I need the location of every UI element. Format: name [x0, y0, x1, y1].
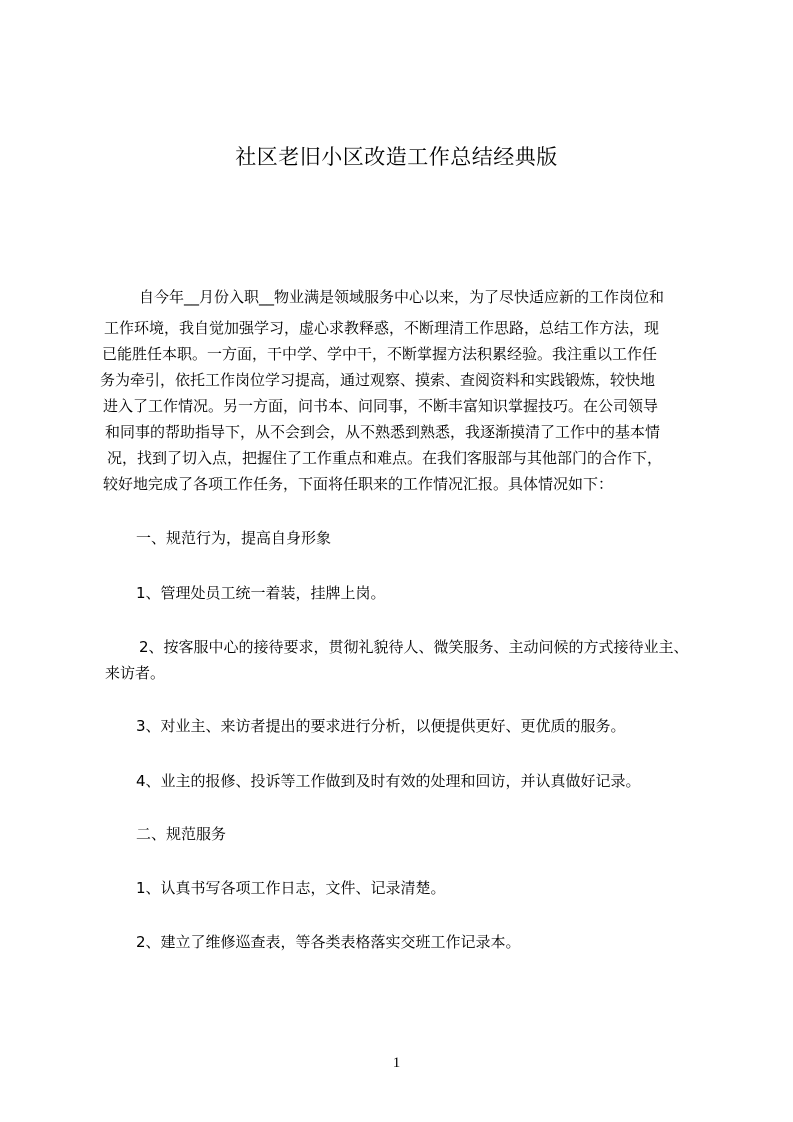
list-item: 2、按客服中心的接待要求，贯彻礼貌待人、微笑服务、主动问候的方式接待业主、 — [139, 638, 689, 656]
intro-line: 务为牵引，依托工作岗位学习提高，通过观察、摸索、查阅资料和实践锻炼，较快地 — [100, 371, 656, 389]
intro-line: 已能胜任本职。一方面，干中学、学中干，不断掌握方法积累经验。我注重以工作任 — [102, 345, 658, 363]
list-item: 4、业主的报修、投诉等工作做到及时有效的处理和回访，并认真做好记录。 — [136, 772, 641, 790]
section-heading-2: 二、规范服务 — [136, 825, 227, 843]
intro-line: 况，找到了切入点，把握住了工作重点和难点。在我们客服部与其他部门的合作下， — [107, 449, 663, 467]
section-heading-1: 一、规范行为，提高自身形象 — [136, 529, 332, 547]
list-item-continuation: 来访者。 — [105, 664, 166, 682]
list-item: 3、对业主、来访者提出的要求进行分析，以便提供更好、更优质的服务。 — [136, 717, 626, 735]
intro-line: 进入了工作情况。另一方面，问书本、问同事，不断丰富知识掌握技巧。在公司领导 — [103, 397, 659, 415]
intro-line: 自今年__月份入职__物业满是领域服务中心以来，为了尽快适应新的工作岗位和 — [139, 288, 665, 306]
page-number: 1 — [392, 1055, 401, 1071]
list-item: 1、认真书写各项工作日志，文件、记录清楚。 — [136, 879, 446, 897]
intro-line: 工作环境，我自觉加强学习，虚心求教释惑，不断理清工作思路，总结工作方法，现 — [104, 319, 660, 337]
list-item: 2、建立了维修巡查表，等各类表格落实交班工作记录本。 — [136, 933, 521, 951]
intro-line: 较好地完成了各项工作任务，下面将任职来的工作情况汇报。具体情况如下： — [103, 475, 614, 493]
list-item: 1、管理处员工统一着装，挂牌上岗。 — [136, 584, 386, 602]
intro-line: 和同事的帮助指导下，从不会到会，从不熟悉到熟悉，我逐渐摸清了工作中的基本情 — [105, 423, 661, 441]
document-title: 社区老旧小区改造工作总结经典版 — [235, 145, 558, 169]
